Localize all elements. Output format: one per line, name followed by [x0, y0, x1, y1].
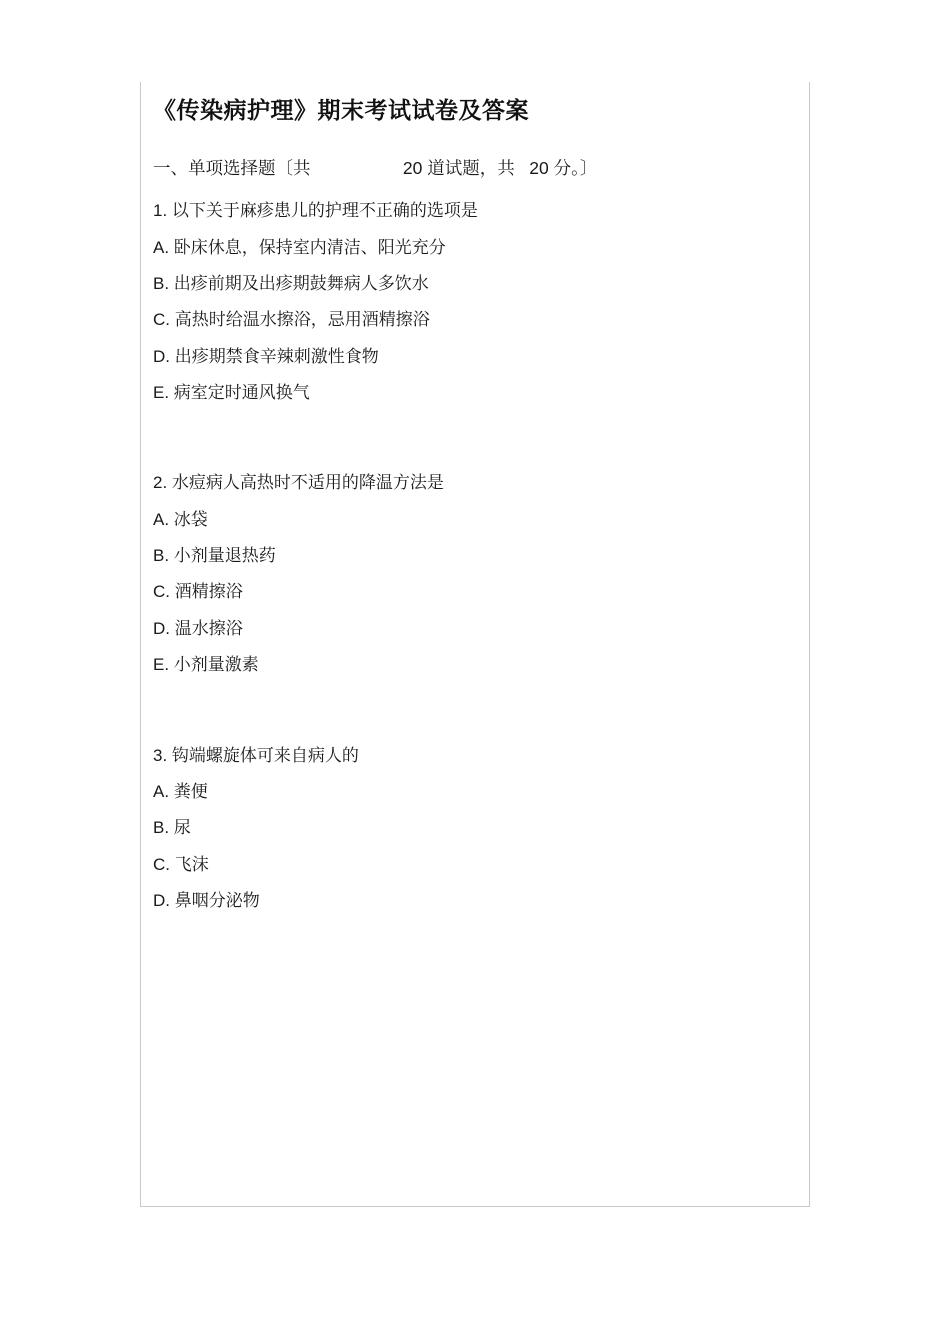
question-option: B. 尿 — [153, 818, 191, 838]
question-option: D. 温水擦浴 — [153, 618, 243, 638]
question-stem: 1. 以下关于麻疹患儿的护理不正确的选项是 — [153, 201, 478, 221]
question-spacer — [153, 703, 785, 743]
question-option: D. 出疹期禁食辛辣刺激性食物 — [153, 346, 379, 366]
question-option: E. 病室定时通风换气 — [153, 383, 310, 403]
question-option: A. 卧床休息，保持室内清洁、阳光充分 — [153, 237, 446, 257]
question-stem: 2. 水痘病人高热时不适用的降温方法是 — [153, 473, 444, 493]
question-option: C. 高热时给温水擦浴，忌用酒精擦浴 — [153, 310, 430, 330]
question-option: A. 粪便 — [153, 781, 208, 801]
page-title: 《传染病护理》期末考试试卷及答案 — [153, 97, 529, 123]
question-item — [153, 470, 785, 678]
question-option: B. 出疹前期及出疹期鼓舞病人多饮水 — [153, 274, 429, 294]
question-option: C. 酒精擦浴 — [153, 582, 243, 602]
question-spacer — [153, 430, 785, 470]
question-item — [153, 743, 785, 915]
question-option: E. 小剂量激素 — [153, 655, 259, 675]
question-option: D. 鼻咽分泌物 — [153, 890, 260, 910]
question-option: B. 小剂量退热药 — [153, 546, 276, 566]
question-item — [153, 198, 785, 406]
document-page — [140, 82, 810, 1207]
question-option: C. 飞沫 — [153, 854, 209, 874]
question-option: A. 冰袋 — [153, 509, 208, 529]
page-content — [141, 82, 809, 914]
question-stem: 3. 钩端螺旋体可来自病人的 — [153, 745, 359, 765]
section-heading: 一、单项选择题〔共 20 道试题，共 20 分。〕 — [153, 157, 598, 178]
